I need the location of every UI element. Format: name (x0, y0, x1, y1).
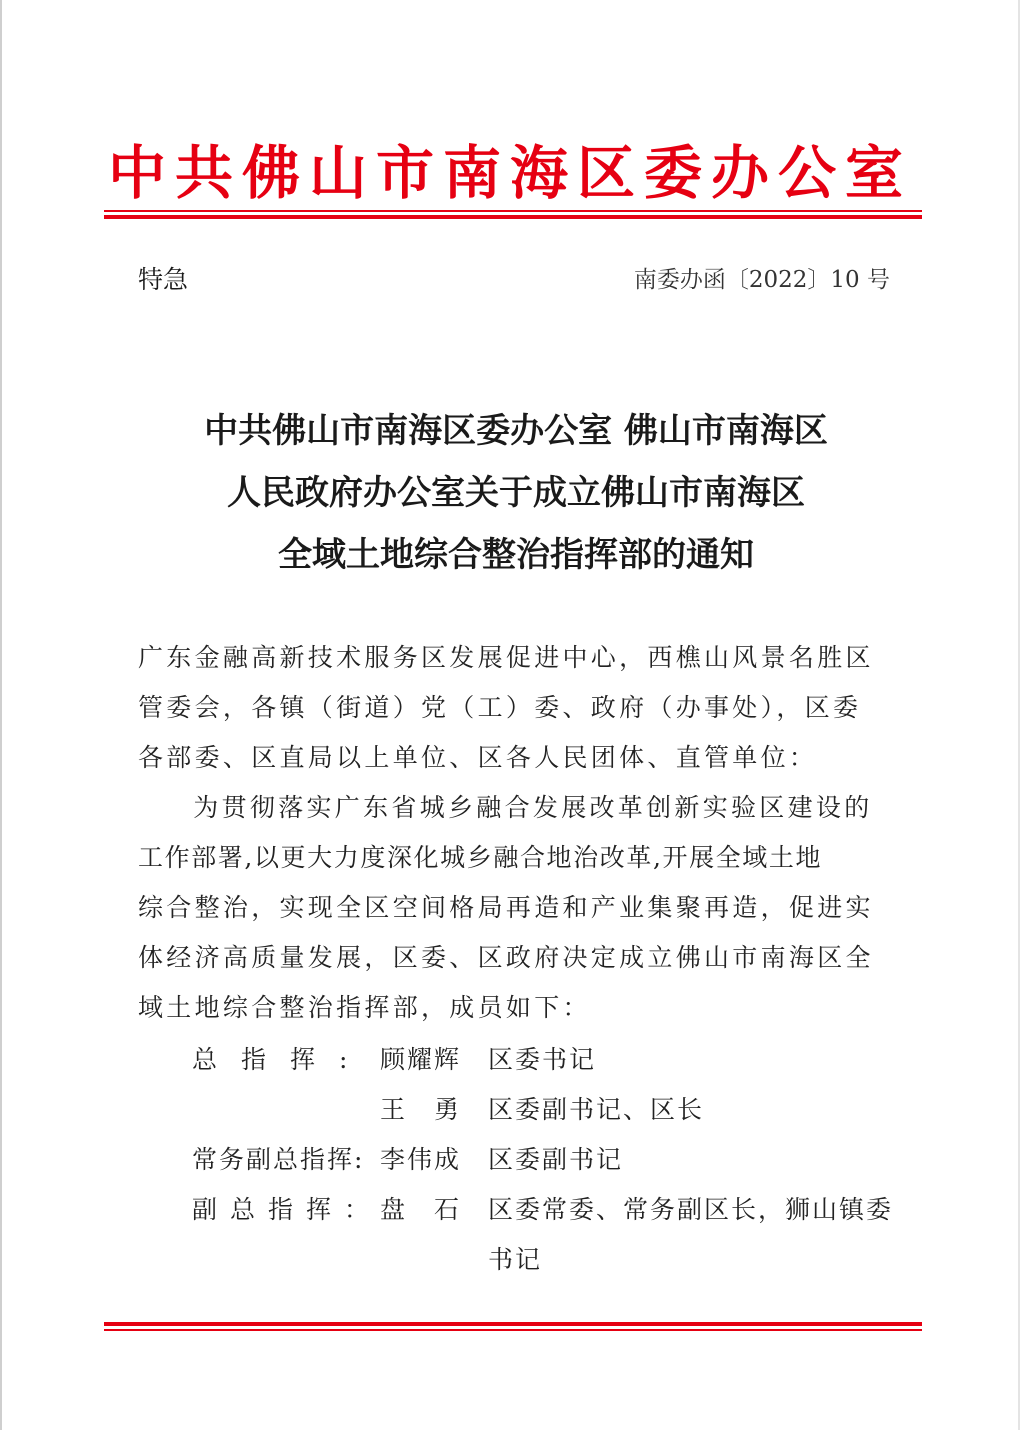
title-line: 全域土地综合整治指挥部的通知 (278, 535, 754, 575)
footer-rule-thick (104, 1322, 922, 1326)
member-role: 总指挥: (192, 1045, 372, 1074)
masthead-title: 中共佛山市南海区委办公室 (107, 139, 912, 207)
addressee-line: 各部委、区直局以上单位、区各人民团体、直管单位： (138, 743, 818, 772)
page-edge-left (0, 0, 2, 1430)
member-name: 王 勇 (380, 1095, 462, 1124)
addressee-line: 管委会，各镇（街道）党（工）委、政府（办事处），区委 (138, 693, 862, 722)
member-name: 盘 石 (380, 1195, 462, 1224)
addressee-line: 广东金融高新技术服务区发展促进中心，西樵山风景名胜区 (138, 643, 874, 672)
paragraph-line: 体经济高质量发展，区委、区政府决定成立佛山市南海区全 (138, 943, 874, 972)
member-role: 常务副总指挥: (192, 1145, 365, 1174)
member-name: 李伟成 (380, 1145, 462, 1174)
member-post: 区委副书记 (488, 1145, 624, 1174)
urgency-label: 特急 (138, 265, 189, 294)
paragraph-line: 综合整治，实现全区空间格局再造和产业集聚再造，促进实 (138, 893, 874, 922)
member-post: 区委常委、常务副区长，狮山镇委 (488, 1195, 894, 1224)
document-title (0, 400, 1020, 586)
member-post: 区委副书记、区长 (488, 1095, 705, 1124)
title-line: 中共佛山市南海区委办公室 佛山市南海区 (204, 411, 828, 451)
title-line: 人民政府办公室关于成立佛山市南海区 (227, 473, 805, 513)
member-post: 书记 (488, 1245, 543, 1274)
paragraph-line: 域土地综合整治指挥部，成员如下： (138, 993, 591, 1022)
footer-rule-thin (104, 1329, 922, 1331)
paragraph-line: 为贯彻落实广东省城乡融合发展改革创新实验区建设的 (165, 793, 873, 822)
masthead-rule-thin (104, 210, 922, 212)
masthead-rule-thick (104, 215, 922, 219)
member-post: 区委书记 (488, 1045, 597, 1074)
member-name: 顾耀辉 (380, 1045, 462, 1074)
member-role: 副总指挥： (192, 1195, 383, 1224)
document-number: 南委办函〔2022〕10 号 (633, 267, 890, 293)
paragraph-line: 工作部署,以更大力度深化城乡融合地治改革,开展全域土地 (138, 843, 823, 872)
